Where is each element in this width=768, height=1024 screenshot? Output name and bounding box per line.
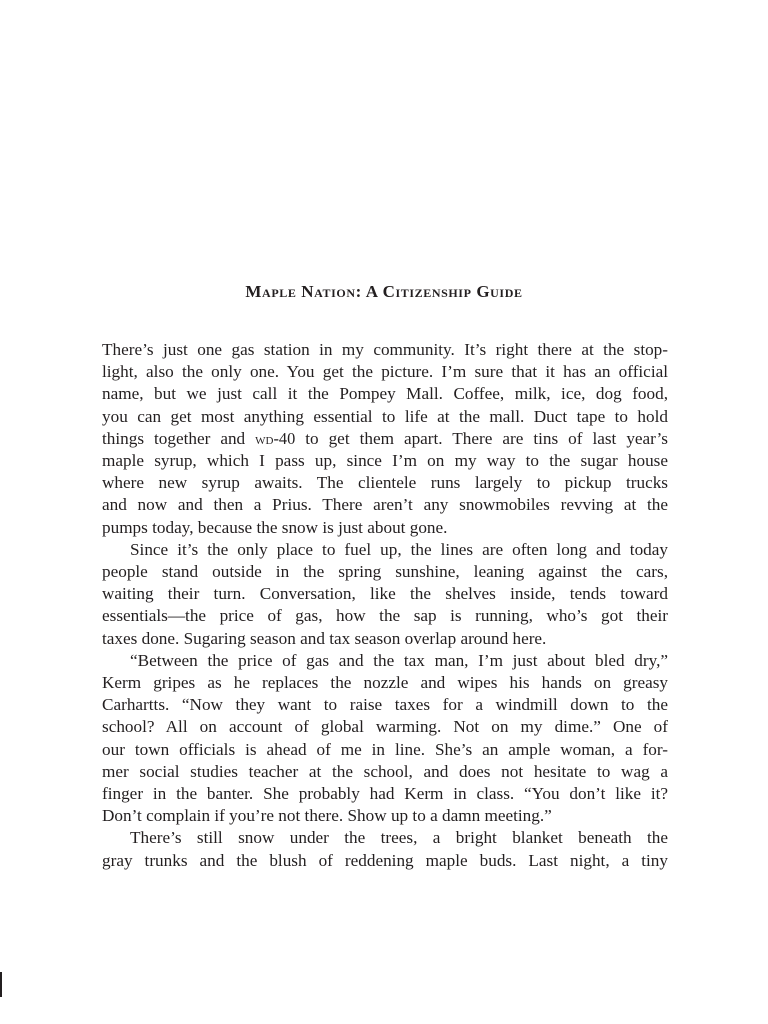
text-line: waiting their turn. Conversation, like the shelves inside, tends toward [102,584,668,604]
paragraph-4 [102,827,668,871]
text-line: where new syrup awaits. The clientele runs largely to pickup trucks [102,473,668,493]
text-line: our town officials is ahead of me in line. She’s an ample woman, a for- [102,739,668,759]
text-line: and now and then a Prius. There aren’t any snowmobiles revving at the [102,495,668,515]
paragraph-1 [102,339,668,539]
paragraph-3 [102,650,668,828]
text-line: There’s still snow under the trees, a bright blanket beneath the [130,828,668,848]
paragraph-2 [102,539,668,650]
text-line: school? All on account of global warming. Not on my dime.” One of [102,717,668,737]
text-line: Carhartts. “Now they want to raise taxes for a windmill down to the [102,695,668,715]
text-line: maple syrup, which I pass up, since I’m on my way to the sugar house [102,451,668,471]
text-line: mer social studies teacher at the school, and does not hesitate to wag a [102,761,668,781]
text-line: “Between the price of gas and the tax man, I’m just about bled dry,” [130,650,668,670]
text-line: taxes done. Sugaring season and tax season overlap around here. [102,628,547,648]
text-line: gray trunks and the blush of reddening maple buds. Last night, a tiny [102,850,668,870]
text-line: Don’t complain if you’re not there. Show up to a damn meeting.” [102,806,552,826]
small-caps-text: wd-40 [255,428,296,448]
text-line: name, but we just call it the Pompey Mall. Coffee, milk, ice, dog food, [102,384,668,404]
text-line: Kerm gripes as he replaces the nozzle and wipes his hands on greasy [102,673,668,693]
text-line: things together and wd-40 to get them apart. There are tins of last year’s [102,428,668,448]
text-line: Since it’s the only place to fuel up, the lines are often long and today [130,539,668,559]
body-text [102,339,668,872]
page-edge-mark [0,972,2,997]
text-line: pumps today, because the snow is just about gone. [102,517,448,537]
text-line: There’s just one gas station in my community. It’s right there at the stop- [102,340,668,359]
text-line: light, also the only one. You get the picture. I’m sure that it has an official [102,362,668,382]
text-line: people stand outside in the spring sunshine, leaning against the cars, [102,562,668,582]
text-line: finger in the banter. She probably had Kerm in class. “You don’t like it? [102,784,668,804]
chapter-title: Maple Nation: A Citizenship Guide [245,282,523,301]
text-line: you can get most anything essential to life at the mall. Duct tape to hold [102,406,668,426]
text-line: essentials—the price of gas, how the sap is running, who’s got their [102,606,668,626]
